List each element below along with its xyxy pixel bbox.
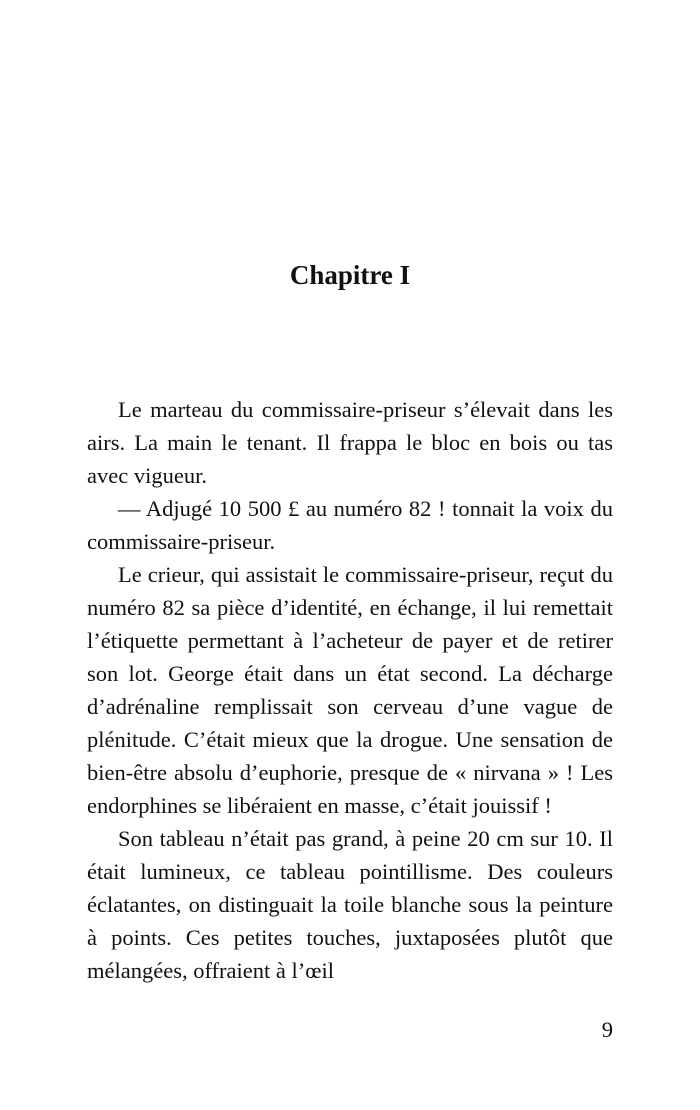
paragraph-2: — Adjugé 10 500 £ au numéro 82 ! tonnait la voix du commissaire-priseur. bbox=[87, 496, 613, 554]
paragraph-3: Le crieur, qui assistait le commissaire-priseur, reçut du numéro 82 sa pièce d’identité, en échange, il lui remettait l’étiquette permettant à l’acheteur de payer et de retirer son lot. George était dans un état second. La décharge d’adrénaline remplissait son cerveau d’une vague de plénitude. C’était mieux que la drogue. Une sensation de bien-être absolu d’euphorie, presque de « nirvana » ! Les endorphines se libéraient en masse, c’était jouissif ! bbox=[87, 562, 613, 818]
chapter-title: Chapitre I bbox=[289, 260, 411, 290]
paragraph-1: Le marteau du commissaire-priseur s’élevait dans les airs. La main le tenant. Il frappa le bloc en bois ou tas avec vigueur. bbox=[87, 397, 613, 488]
page-number: 9 bbox=[601, 1017, 613, 1042]
chapter-body bbox=[87, 393, 613, 987]
paragraph-4: Son tableau n’était pas grand, à peine 20 cm sur 10. Il était lumineux, ce tableau pointillisme. Des couleurs éclatantes, on distinguait la toile blanche sous la peinture à points. Ces petites touches, juxtaposées plutôt que mélangées, offraient à l’œil bbox=[87, 826, 613, 983]
